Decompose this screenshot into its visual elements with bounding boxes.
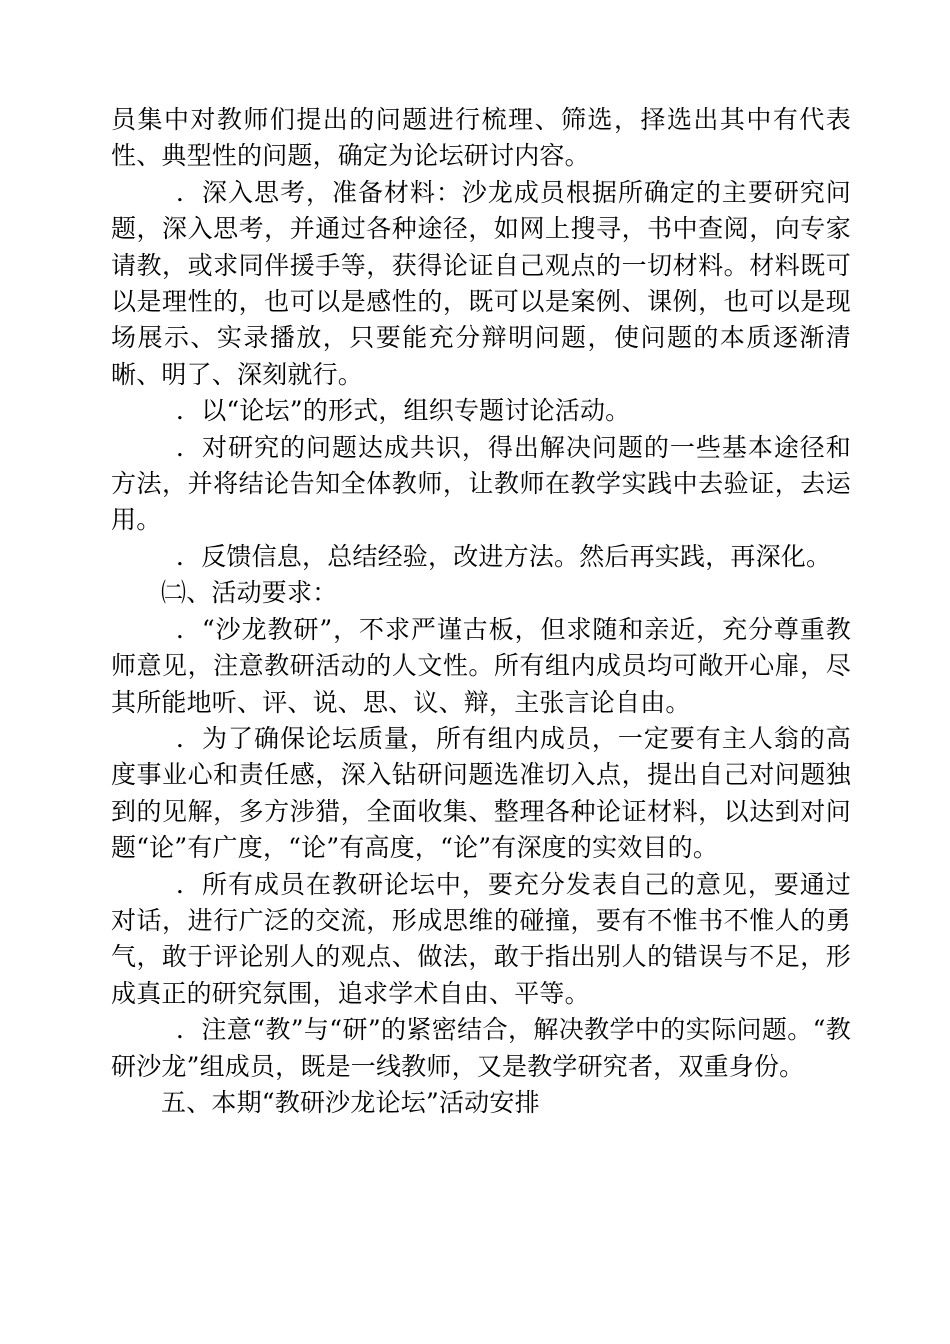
paragraph-open-dialogue: ．所有成员在教研论坛中，要充分发表自己的意见，要通过对话，进行广泛的交流，形成思维的碰撞，要有不惟书不惟人的勇气，敢于评论别人的观点、做法，敢于指出别人的错误与不足，形成真正的研究氛围，追求学术自由、平等。 <box>111 869 851 1008</box>
section-heading-schedule: 五、本期“教研沙龙论坛”活动安排 <box>161 1087 540 1117</box>
document-page <box>111 102 851 1121</box>
paragraph-salon-style: ．“沙龙教研”，不求严谨古板，但求随和亲近，充分尊重教师意见，注意教研活动的人文性。所有组内成员均可敞开心扉，尽其所能地听、评、说、思、议、辩，主张言论自由。 <box>111 614 851 717</box>
paragraph-forum-format: ．以“论坛”的形式，组织专题讨论活动。 <box>176 396 631 426</box>
section-heading-requirements: ㈡、活动要求： <box>161 578 338 608</box>
paragraph-intro-continuation: 员集中对教师们提出的问题进行梳理、筛选，择选出其中有代表性、典型性的问题，确定为论坛研讨内容。 <box>111 105 851 171</box>
paragraph-consensus: ．对研究的问题达成共识，得出解决问题的一些基本途径和方法，并将结论告知全体教师，让教师在教学实践中去验证，去运用。 <box>111 432 851 535</box>
paragraph-forum-quality: ．为了确保论坛质量，所有组内成员，一定要有主人翁的高度事业心和责任感，深入钻研问题选准切入点，提出自己对问题独到的见解，多方涉猎，全面收集、整理各种论证材料，以达到对问题“论”有广度，“论”有高度，“论”有深度的实效目的。 <box>111 723 851 863</box>
paragraph-prepare-materials: ．深入思考，准备材料：沙龙成员根据所确定的主要研究问题，深入思考，并通过各种途径，如网上搜寻，书中查阅，向专家请教，或求同伴援手等，获得论证自己观点的一切材料。材料既可以是理性的，也可以是感性的，既可以是案例、课例，也可以是现场展示、实录播放，只要能充分辩明问题，使问题的本质逐渐清晰、明了、深刻就行。 <box>111 177 851 389</box>
paragraph-feedback: ．反馈信息，总结经验，改进方法。然后再实践，再深化。 <box>176 541 832 571</box>
paragraph-teaching-research: ．注意“教”与“研”的紧密结合，解决教学中的实际问题。“教研沙龙”组成员，既是一线教师，又是教学研究者，双重身份。 <box>111 1015 851 1081</box>
